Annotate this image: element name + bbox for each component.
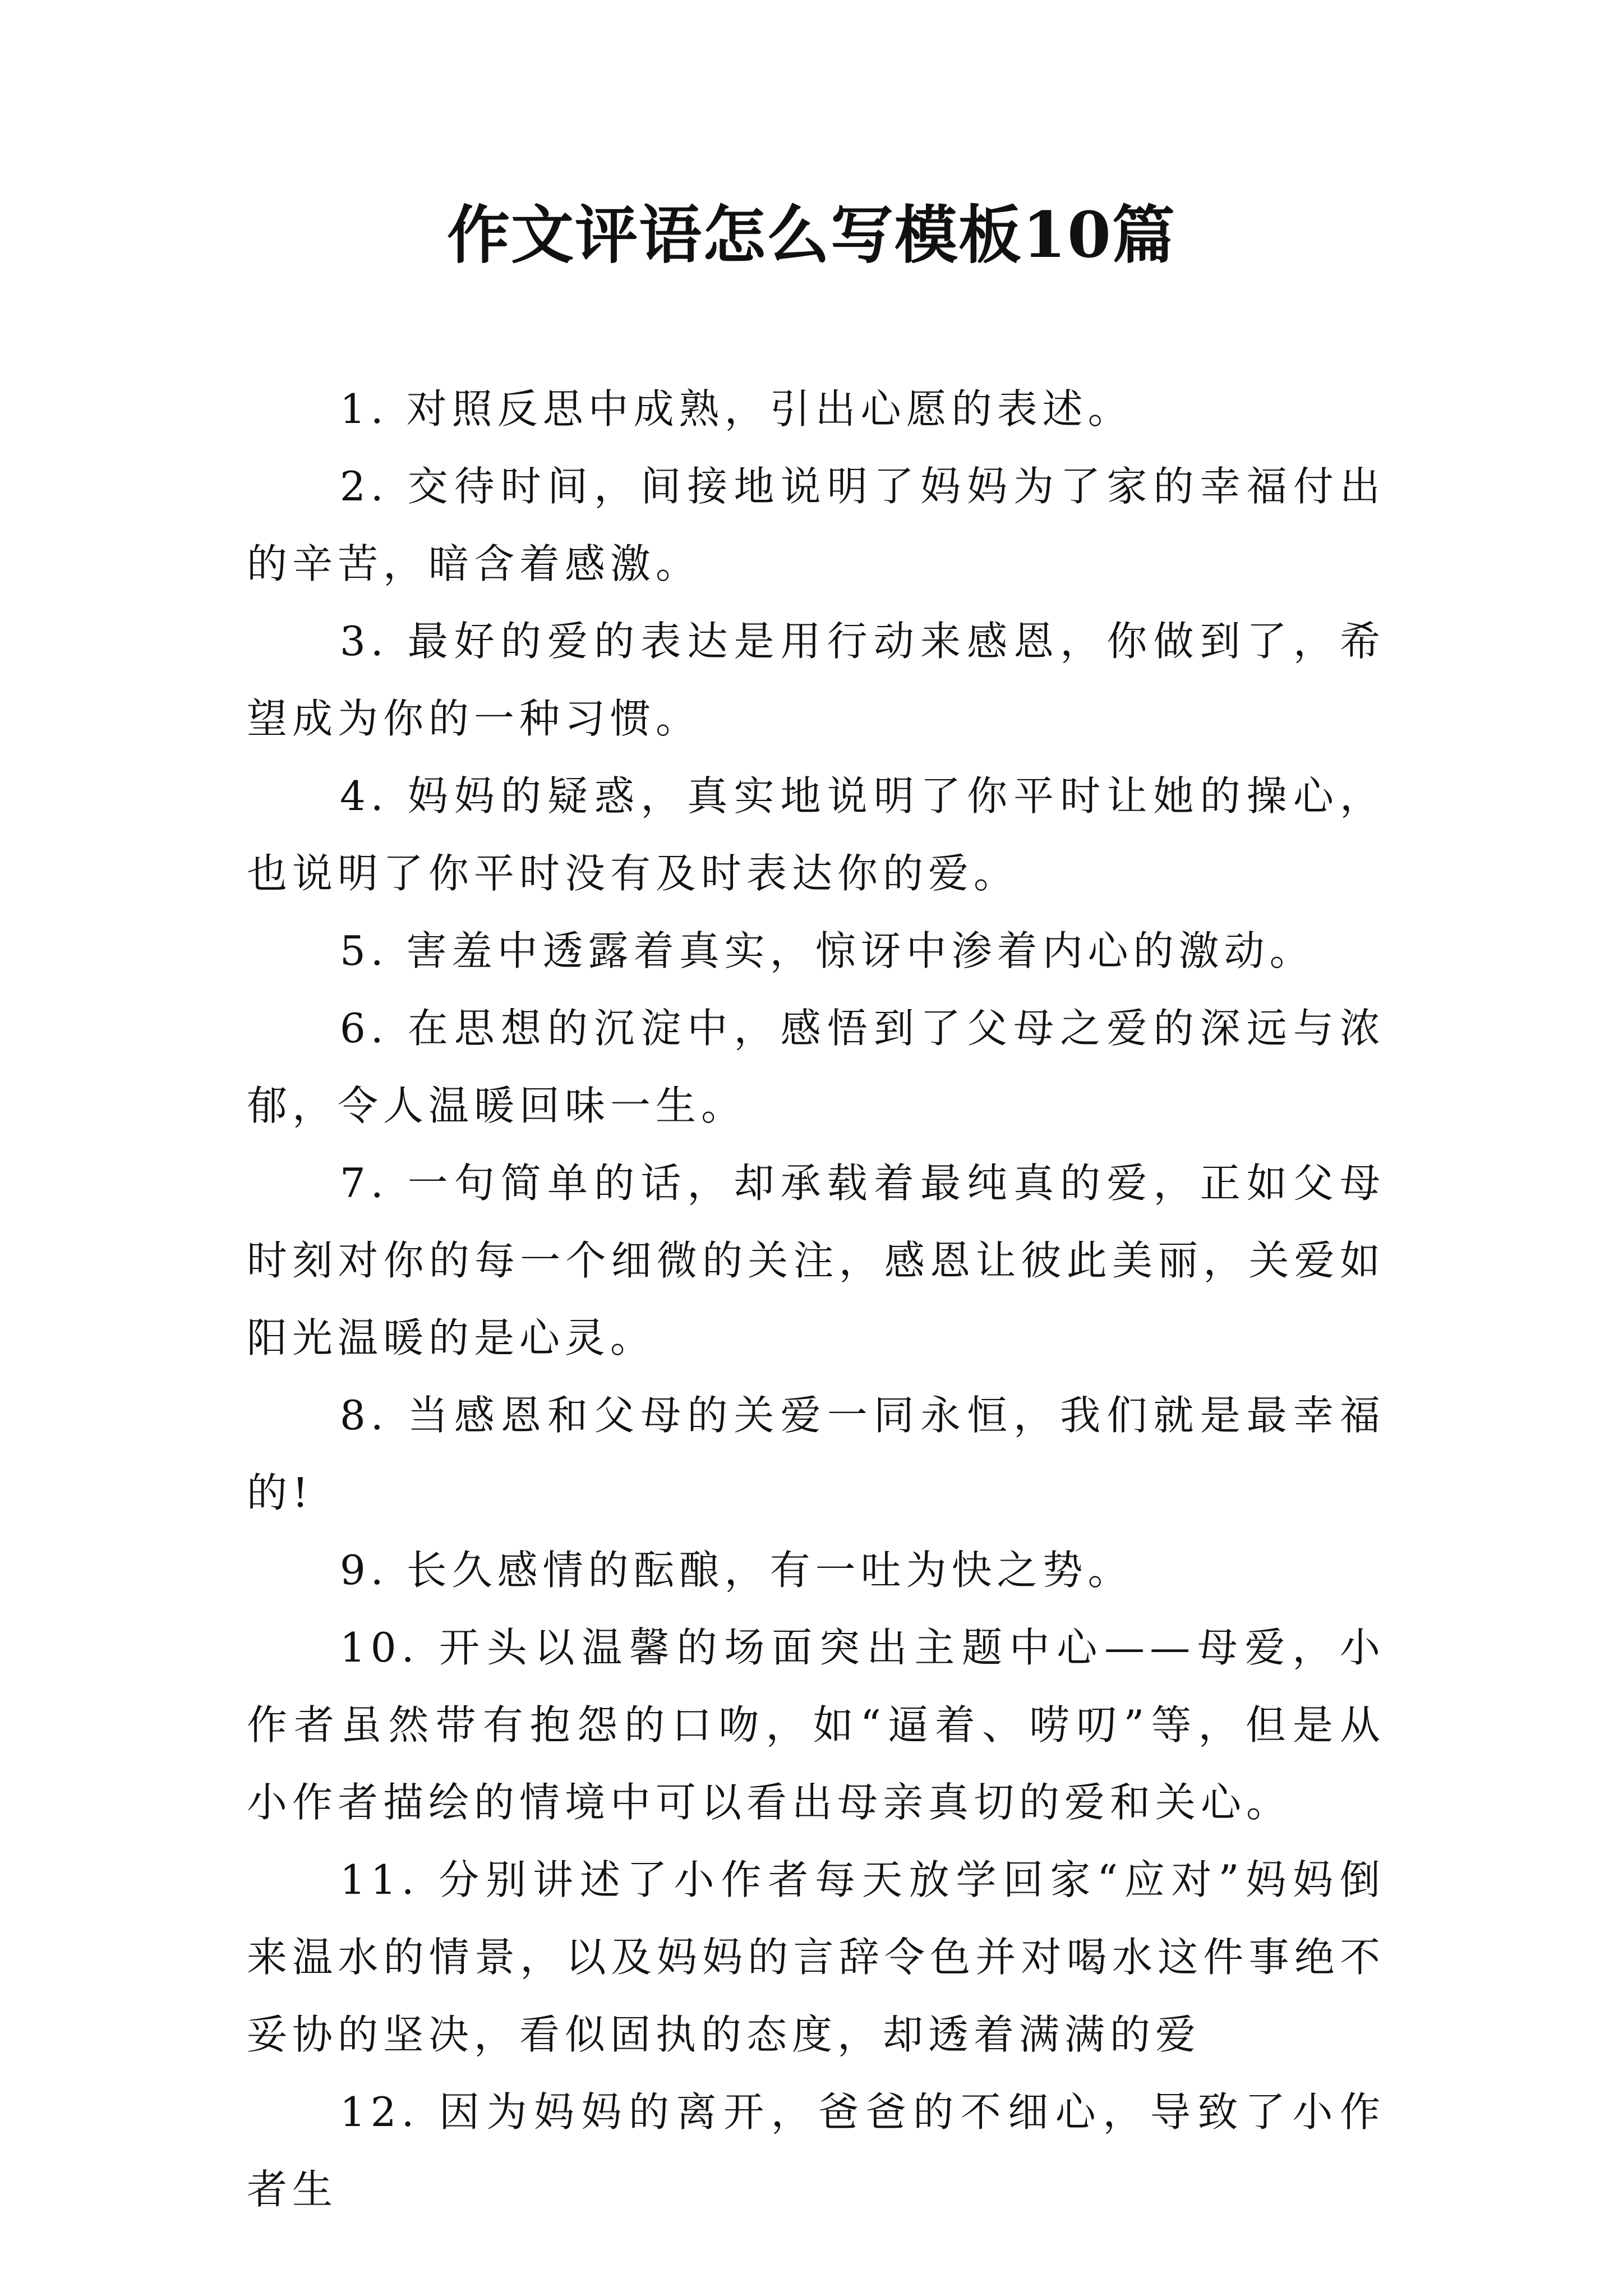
comment-paragraph-1: 1. 对照反思中成熟，引出心愿的表述。 [340,385,1133,432]
comment-paragraph-11: 11. 分别讲述了小作者每天放学回家“应对”妈妈倒来温水的情景，以及妈妈的言辞令色并对喝水这件事绝不妥协的坚决，看似固执的态度，却透着满满的爱 [247,1856,1385,2058]
comment-paragraph-7: 7. 一句简单的话，却承载着最纯真的爱，正如父母时刻对你的每一个细微的关注，感恩让彼此美丽，关爱如阳光温暖的是心灵。 [247,1159,1385,1361]
comment-paragraph-6: 6. 在思想的沉淀中，感悟到了父母之爱的深远与浓郁，令人温暖回味一生。 [247,1005,1385,1129]
comment-paragraph-3: 3. 最好的爱的表达是用行动来感恩，你做到了，希望成为你的一种习惯。 [247,618,1385,742]
comment-paragraph-2: 2. 交待时间，间接地说明了妈妈为了家的幸福付出的辛苦，暗含着感激。 [247,463,1385,587]
document-body [247,370,1385,2228]
comment-paragraph-5: 5. 害羞中透露着真实，惊讶中渗着内心的激动。 [340,927,1315,974]
comment-paragraph-12: 12. 因为妈妈的离开，爸爸的不细心，导致了小作者生 [247,2088,1385,2213]
document-title: 作文评语怎么写模板10篇 [447,199,1176,272]
comment-paragraph-10: 10. 开头以温馨的场面突出主题中心——母爱，小作者虽然带有抱怨的口吻，如“逼着、唠叨”等，但是从小作者描绘的情境中可以看出母亲真切的爱和关心。 [247,1624,1385,1826]
comment-paragraph-8: 8. 当感恩和父母的关爱一同永恒，我们就是最幸福的! [247,1392,1385,1516]
comment-paragraph-9: 9. 长久感情的酝酿，有一吐为快之势。 [340,1547,1133,1594]
comment-paragraph-4: 4. 妈妈的疑惑，真实地说明了你平时让她的操心，也说明了你平时没有及时表达你的爱。 [247,772,1385,897]
